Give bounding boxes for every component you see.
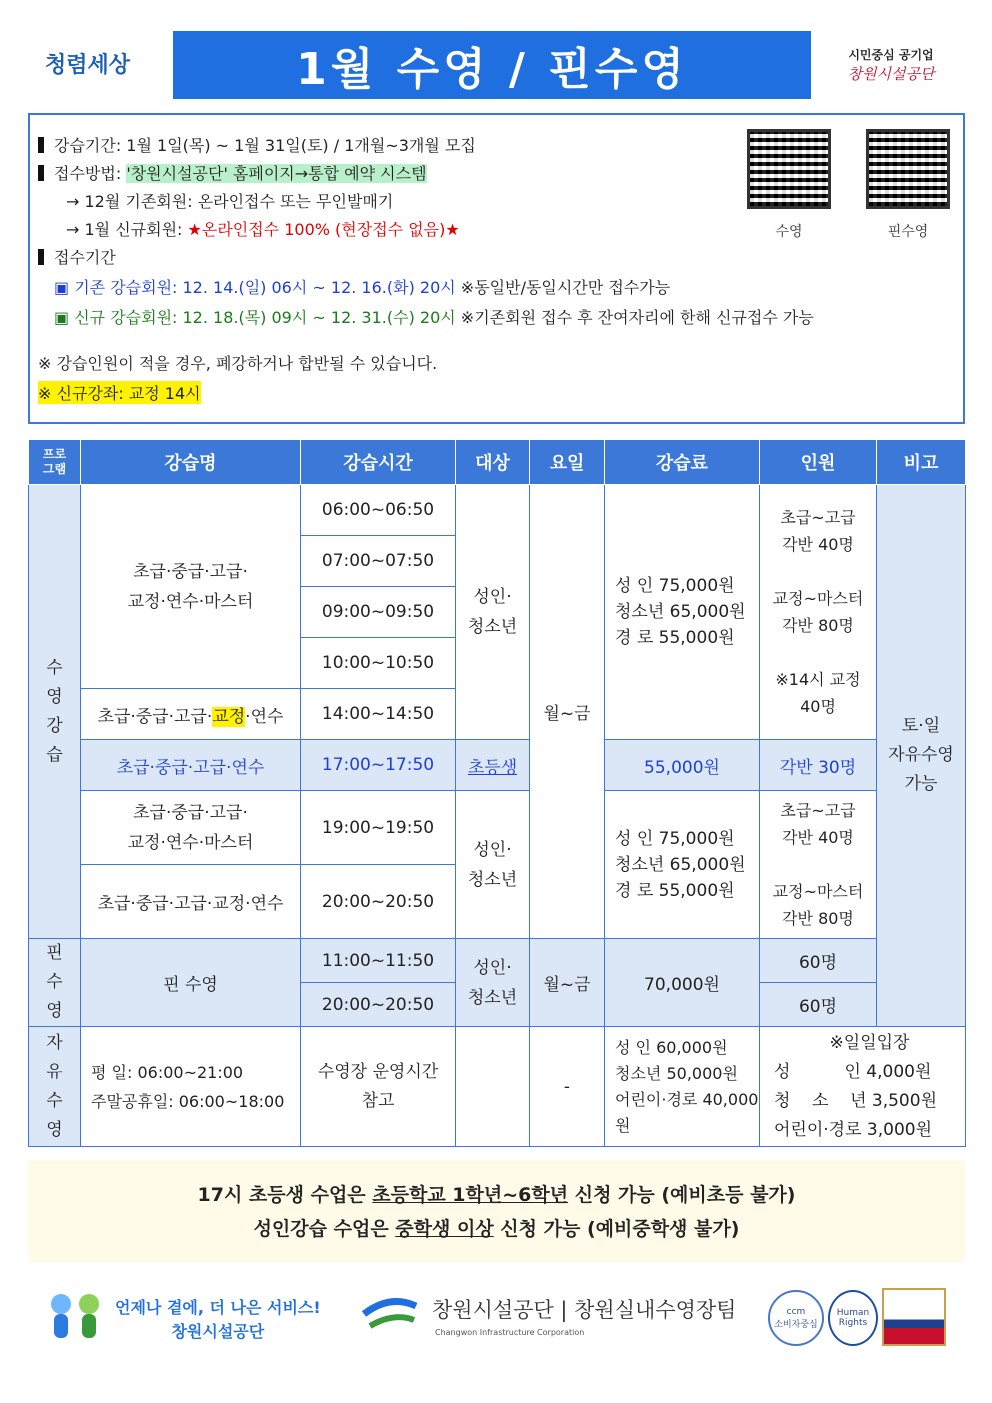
info-new-period: ▣ 신규 강습회원: 12. 18.(목) 09시 ~ 12. 31.(수) 20시 ※기존회원 접수 후 잔여자리에 한해 신규접수 가능 — [54, 308, 814, 327]
info-box — [28, 113, 965, 424]
free-hours-weekend: 주말공휴일: 06:00~18:00 — [91, 1091, 285, 1111]
info-new-course: ※ 신규강좌: 교정 14시 — [38, 381, 201, 404]
award-badge-icon — [882, 1288, 946, 1346]
time-cell: 20:00~20:50 — [301, 865, 456, 939]
target-adult: 성인· 청소년 — [456, 485, 530, 740]
capacity-b: 초급~고급 각반 40명 교정~마스터 각반 80명 — [760, 791, 877, 939]
col-time: 강습시간 — [301, 440, 456, 485]
daily-entry-youth: 청 소 년 3,500원 — [774, 1090, 937, 1111]
ccm-badge-icon: ccm 소비자중심 — [768, 1290, 824, 1346]
capacity-a: 초급~고급 각반 40명 교정~마스터 각반 80명 ※14시 교정 40명 — [760, 485, 877, 740]
info-method: 접수방법: '창원시설공단' 홈페이지→통합 예약 시스템 — [38, 161, 427, 184]
note-adults: 성인강습 수업은 중학생 이상 신청 가능 (예비중학생 불가) — [253, 1218, 740, 1240]
target-children: 초등생 — [456, 740, 530, 791]
day-weekdays: 월~금 — [530, 485, 605, 939]
table-row — [29, 485, 966, 536]
notes-band — [28, 1160, 965, 1262]
fee-adult-2: 성 인 75,000원 청소년 65,000원 경 로 55,000원 — [605, 791, 760, 939]
info-method-link: '창원시설공단' 홈페이지→통합 예약 시스템 — [126, 164, 427, 183]
footer-corporation-en: Changwon Infrastructure Corporation — [435, 1328, 585, 1337]
course-a: 초급·중급·고급· 교정·연수·마스터 — [81, 485, 301, 689]
footer-slogan: 언제나 곁에, 더 나은 서비스! 창원시설공단 — [115, 1298, 321, 1341]
logo-corporation — [826, 46, 956, 84]
page-title: 1월 수영 / 핀수영 — [173, 31, 811, 99]
corporation-logo-icon — [360, 1292, 420, 1338]
info-reception-title: 접수기간 — [38, 245, 116, 268]
info-period: 강습기간: 1월 1일(목) ~ 1월 31일(토) / 1개월~3개월 모집 — [38, 133, 476, 156]
course-children: 초급·중급·고급·연수 — [81, 740, 301, 791]
free-hours — [81, 1027, 301, 1147]
table-row-fin — [29, 939, 966, 983]
time-cell: 06:00~06:50 — [301, 485, 456, 536]
time-cell: 09:00~09:50 — [301, 587, 456, 638]
qr-code-swim[interactable] — [747, 129, 831, 209]
course-b: 초급·중급·고급·교정·연수 — [81, 689, 301, 740]
free-target — [456, 1027, 530, 1147]
qr-code-finswim[interactable] — [866, 129, 950, 209]
fee-adult: 성 인 75,000원 청소년 65,000원 경 로 55,000원 — [605, 485, 760, 740]
table-header-row — [29, 440, 966, 485]
info-existing-period: ▣ 기존 강습회원: 12. 14.(일) 06시 ~ 12. 16.(화) 20시 ※동일반/동일시간만 접수가능 — [54, 278, 671, 297]
free-capacity — [760, 1027, 966, 1147]
time-cell: 19:00~19:50 — [301, 791, 456, 865]
time-cell: 14:00~14:50 — [301, 689, 456, 740]
time-cell: 20:00~20:50 — [301, 983, 456, 1027]
note-children: 17시 초등생 수업은 초등학교 1학년~6학년 신청 가능 (예비초등 불가) — [197, 1184, 796, 1206]
col-target: 대상 — [456, 440, 530, 485]
course-finswim: 핀 수영 — [81, 939, 301, 1027]
table-row-free — [29, 1027, 966, 1147]
capacity-children: 각반 30명 — [760, 740, 877, 791]
course-c: 초급·중급·고급· 교정·연수·마스터 — [81, 791, 301, 865]
fee-fin: 70,000원 — [605, 939, 760, 1027]
daily-entry-title: ※일일입장 — [829, 1032, 910, 1053]
capacity-fin-1: 60명 — [760, 939, 877, 983]
free-time: 수영장 운영시간 참고 — [301, 1027, 456, 1147]
schedule-table — [28, 439, 966, 1147]
program-free: 자 유 수 영 — [29, 1027, 81, 1147]
table-row-children — [29, 740, 966, 791]
col-day: 요일 — [530, 440, 605, 485]
program-swim: 수 영 강 습 — [29, 485, 81, 939]
info-new-members: → 1월 신규회원: ★온라인접수 100% (현장접수 없음)★ — [66, 220, 460, 239]
free-fee: 성 인 60,000원 청소년 50,000원 어린이·경로 40,000원 — [605, 1027, 760, 1147]
capacity-fin-2: 60명 — [760, 983, 877, 1027]
col-fee: 강습료 — [605, 440, 760, 485]
free-hours-weekday: 평 일: 06:00~21:00 — [91, 1062, 244, 1082]
info-existing-members: → 12월 기존회원: 온라인접수 또는 무인발매기 — [66, 192, 394, 211]
table-row — [29, 791, 966, 865]
logo-tagline: 시민중심 공기업 — [848, 48, 934, 62]
col-note: 비고 — [877, 440, 966, 485]
logo-cheongryeom: 청렴세상 — [45, 52, 131, 78]
col-program: 프로 그램 — [29, 440, 81, 485]
fee-children: 55,000원 — [605, 740, 760, 791]
mascot-icon — [45, 1290, 107, 1344]
info-notice: ※ 강습인원이 적을 경우, 폐강하거나 합반될 수 있습니다. — [38, 354, 438, 373]
col-course: 강습명 — [81, 440, 301, 485]
daily-entry-adult: 성 인 4,000원 — [774, 1061, 932, 1082]
human-rights-badge-icon: Human Rights — [828, 1290, 878, 1346]
daily-entry-child: 어린이·경로 3,000원 — [774, 1119, 933, 1140]
time-cell: 10:00~10:50 — [301, 638, 456, 689]
course-d: 초급·중급·고급·교정·연수 — [81, 865, 301, 939]
free-day: - — [530, 1027, 605, 1147]
logo-name: 창원시설공단 — [847, 65, 935, 83]
time-cell: 07:00~07:50 — [301, 536, 456, 587]
qr-caption-swim: 수영 — [775, 224, 803, 240]
qr-caption-finswim: 핀수영 — [887, 224, 929, 240]
footer-corporation-name: 창원시설공단 | 창원실내수영장팀 — [432, 1298, 737, 1322]
target-adult-2: 성인· 청소년 — [456, 791, 530, 939]
time-cell: 11:00~11:50 — [301, 939, 456, 983]
target-fin: 성인· 청소년 — [456, 939, 530, 1027]
program-finswim: 핀 수 영 — [29, 939, 81, 1027]
note-weekend: 토·일 자유수영 가능 — [877, 485, 966, 1027]
time-cell: 17:00~17:50 — [301, 740, 456, 791]
day-fin: 월~금 — [530, 939, 605, 1027]
col-capacity: 인원 — [760, 440, 877, 485]
